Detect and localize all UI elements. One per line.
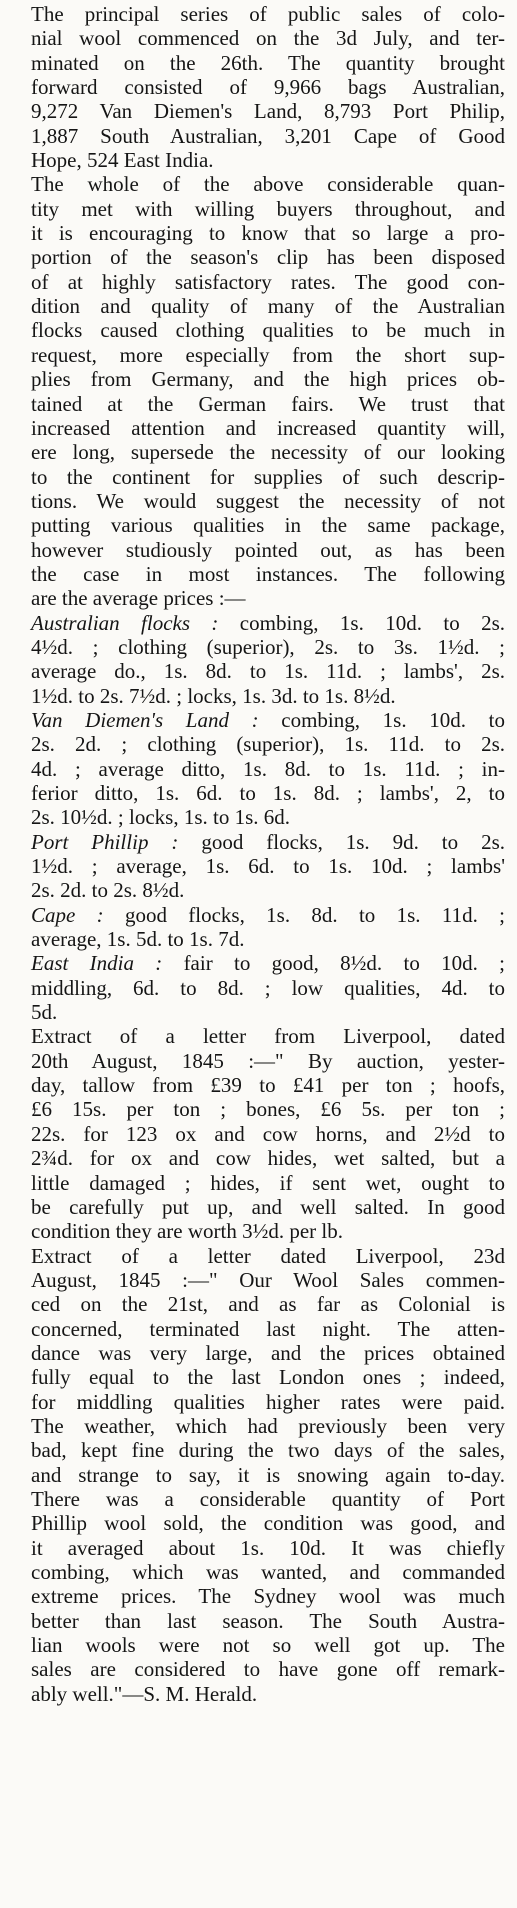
- text-line: ably well."—S. M. Herald.: [31, 1681, 258, 1706]
- text-line: request, more especially from the short sup-: [31, 342, 505, 367]
- text-line: Hope, 524 East India.: [31, 148, 214, 173]
- text-line: little damaged ; hides, if sent wet, ought to: [31, 1170, 505, 1195]
- region-heading: Van Diemen's Land :: [31, 707, 259, 732]
- text-line: sales are considered to have gone off remark-: [31, 1657, 505, 1682]
- text-line: ferior ditto, 1s. 6d. to 1s. 8d. ; lambs', 2, to: [31, 781, 505, 805]
- text-line: 2¾d. for ox and cow hides, wet salted, but a: [31, 1146, 505, 1171]
- paragraph-east-india-prices: [11, 951, 505, 1024]
- text-line: tained at the German fairs. We trust that: [31, 391, 505, 416]
- text-line: forward consisted of 9,966 bags Australian,: [31, 75, 505, 100]
- text-line: portion of the season's clip has been disposed: [31, 245, 505, 270]
- text-line: however studiously pointed out, as has been: [31, 537, 505, 562]
- text-line: it is encouraging to know that so large a pro-: [31, 221, 505, 246]
- text-line: increased attention and increased quantity will,: [31, 415, 505, 440]
- text-line: the case in most instances. The following: [31, 561, 505, 586]
- text-line: dition and quality of many of the Australian: [31, 294, 505, 319]
- text-segment: combing, 1s. 10d. to 2s.: [218, 610, 505, 635]
- region-heading: Port Phillip :: [31, 829, 179, 854]
- paragraph-van-diemens-land-prices: [11, 708, 505, 830]
- text-line: [11, 708, 505, 732]
- text-line: extreme prices. The Sydney wool was much: [31, 1584, 505, 1609]
- text-line: better than last season. The South Austra-: [31, 1608, 505, 1633]
- text-line: lian wools were not so well got up. The: [31, 1633, 505, 1658]
- paragraph-buyers-and-rates: [11, 172, 505, 610]
- text-line: are the average prices :—: [31, 586, 246, 611]
- text-line: minated on the 26th. The quantity brought: [31, 50, 505, 75]
- text-line: condition they are worth 3½d. per lb.: [31, 1219, 344, 1244]
- text-line: 1,887 South Australian, 3,201 Cape of Good: [31, 123, 505, 148]
- text-line: [11, 903, 505, 927]
- text-line: 2s. 2d. to 2s. 8½d.: [31, 878, 185, 903]
- paragraph-colonial-wool-sales: [11, 2, 505, 172]
- text-line: The whole of the above considerable quan-: [31, 172, 505, 197]
- text-segment: combing, 1s. 10d. to: [258, 707, 505, 732]
- text-line: 2s. 2d. ; clothing (superior), 1s. 11d. to 2s.: [31, 732, 505, 757]
- text-line: £6 15s. per ton ; bones, £6 5s. per ton ;: [31, 1097, 505, 1122]
- text-line: day, tallow from £39 to £41 per ton ; hoofs,: [31, 1073, 505, 1098]
- text-line: The principal series of public sales of colo-: [31, 2, 505, 26]
- paragraph-cape-prices: [11, 903, 505, 952]
- text-line: and strange to say, it is snowing again to-day.: [31, 1462, 505, 1487]
- text-line: concerned, terminated last night. The atten-: [31, 1316, 505, 1341]
- text-segment: good flocks, 1s. 9d. to 2s.: [178, 829, 505, 854]
- text-line: flocks caused clothing qualities to be much in: [31, 318, 505, 343]
- article-column: [11, 2, 505, 1706]
- text-line: to the continent for supplies of such descrip-: [31, 464, 505, 489]
- text-line: [11, 830, 505, 854]
- text-line: Extract of a letter from Liverpool, dated: [31, 1024, 505, 1049]
- text-line: There was a considerable quantity of Port: [31, 1486, 505, 1511]
- region-heading: East India :: [31, 951, 163, 976]
- region-heading: Cape :: [31, 902, 104, 927]
- text-line: bad, kept fine during the two days of the sales,: [31, 1438, 505, 1463]
- region-heading: Australian flocks :: [31, 610, 219, 635]
- text-line: 9,272 Van Diemen's Land, 8,793 Port Philip,: [31, 99, 505, 124]
- text-line: for middling qualities higher rates were paid.: [31, 1389, 505, 1414]
- text-line: August, 1845 :—" Our Wool Sales commen-: [31, 1267, 505, 1292]
- text-line: Extract of a letter dated Liverpool, 23d: [31, 1243, 505, 1268]
- text-line: combing, which was wanted, and commanded: [31, 1560, 505, 1584]
- text-line: ere long, supersede the necessity of our looking: [31, 440, 505, 465]
- paragraph-liverpool-letter-20th-august: [11, 1024, 505, 1243]
- text-line: it averaged about 1s. 10d. It was chiefly: [31, 1535, 505, 1560]
- text-line: ced on the 21st, and as far as Colonial is: [31, 1292, 505, 1317]
- text-line: be carefully put up, and well salted. In good: [31, 1194, 505, 1219]
- text-line: The weather, which had previously been very: [31, 1413, 505, 1438]
- text-line: 4½d. ; clothing (superior), 2s. to 3s. 1½d. ;: [31, 634, 505, 659]
- text-line: 20th August, 1845 :—" By auction, yester-: [31, 1048, 505, 1073]
- paragraph-australian-flocks-prices: [11, 611, 505, 708]
- text-line: 1½d. to 2s. 7½d. ; locks, 1s. 3d. to 1s. 8½d.: [31, 683, 396, 708]
- text-line: dance was very large, and the prices obtained: [31, 1340, 505, 1365]
- paragraph-port-phillip-prices: [11, 830, 505, 903]
- text-line: average do., 1s. 8d. to 1s. 11d. ; lambs', 2s.: [31, 659, 505, 684]
- text-line: putting various qualities in the same package,: [31, 513, 505, 538]
- text-line: [11, 611, 505, 635]
- text-line: tions. We would suggest the necessity of not: [31, 488, 505, 513]
- text-line: middling, 6d. to 8d. ; low qualities, 4d. to: [31, 975, 505, 1000]
- text-line: 5d.: [31, 1000, 58, 1025]
- text-line: [11, 951, 505, 975]
- text-line: 2s. 10½d. ; locks, 1s. to 1s. 6d.: [31, 805, 291, 830]
- text-line: plies from Germany, and the high prices ob-: [31, 367, 505, 392]
- text-segment: fair to good, 8½d. to 10d. ;: [162, 951, 506, 976]
- text-line: Phillip wool sold, the condition was good, and: [31, 1511, 505, 1536]
- text-line: of at highly satisfactory rates. The good con-: [31, 269, 505, 294]
- text-line: 1½d. ; average, 1s. 6d. to 1s. 10d. ; lambs': [31, 854, 505, 879]
- paragraph-liverpool-letter-23d-august: [11, 1244, 505, 1707]
- text-line: 22s. for 123 ox and cow horns, and 2½d to: [31, 1121, 505, 1146]
- text-line: 4d. ; average ditto, 1s. 8d. to 1s. 11d. ; in-: [31, 756, 505, 781]
- text-line: tity met with willing buyers throughout, and: [31, 196, 505, 221]
- text-line: nial wool commenced on the 3d July, and ter-: [31, 26, 505, 51]
- text-line: average, 1s. 5d. to 1s. 7d.: [31, 927, 245, 952]
- text-segment: good flocks, 1s. 8d. to 1s. 11d. ;: [103, 902, 505, 927]
- text-line: fully equal to the last London ones ; indeed,: [31, 1365, 505, 1390]
